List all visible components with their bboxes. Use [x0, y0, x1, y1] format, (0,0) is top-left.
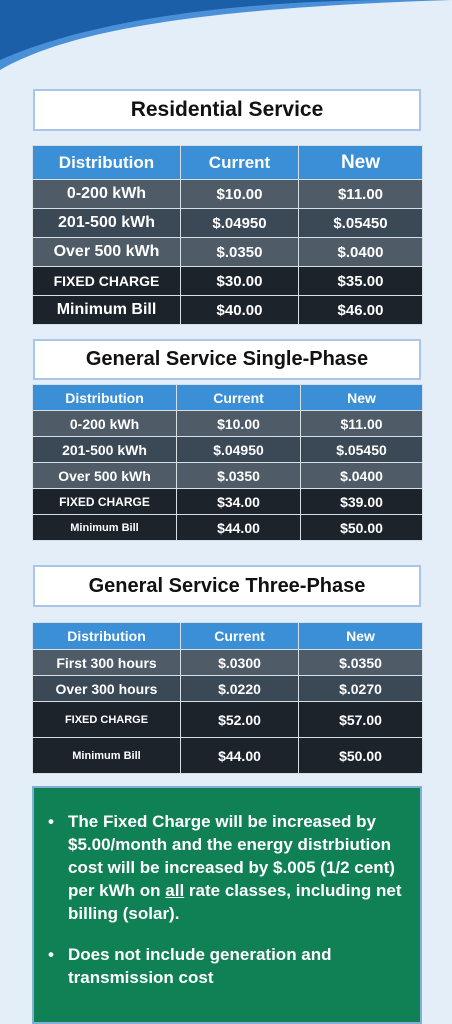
single-phase-rates-table	[32, 384, 423, 541]
current-value: $.04950	[177, 437, 301, 463]
current-value: $.04950	[181, 209, 299, 238]
current-value: $30.00	[181, 267, 299, 296]
table-row	[33, 515, 423, 541]
table-row	[33, 267, 423, 296]
note-emphasis: all	[165, 881, 185, 900]
banner-wave-dark	[0, 0, 380, 60]
new-value: $50.00	[301, 515, 423, 541]
column-header-current: Current	[181, 146, 299, 180]
table-header-row	[33, 146, 423, 180]
note-item	[48, 810, 402, 925]
note-text: Does not include generation and transmission cost	[68, 945, 332, 987]
new-value: $11.00	[301, 411, 423, 437]
current-value: $.0350	[181, 238, 299, 267]
single-phase-title-box	[33, 339, 421, 380]
current-value: $52.00	[181, 702, 299, 738]
column-header-current: Current	[181, 623, 299, 650]
table-row	[33, 489, 423, 515]
column-header-new: New	[299, 146, 423, 180]
notes-list	[48, 810, 402, 989]
column-header-distribution: Distribution	[33, 385, 177, 411]
three-phase-rates-table	[32, 622, 423, 774]
current-value: $34.00	[177, 489, 301, 515]
new-value: $11.00	[299, 180, 423, 209]
new-value: $39.00	[301, 489, 423, 515]
column-header-new: New	[301, 385, 423, 411]
row-label: Minimum Bill	[33, 738, 181, 774]
column-header-distribution: Distribution	[33, 623, 181, 650]
table-row	[33, 738, 423, 774]
bullet-icon: •	[48, 812, 54, 831]
new-value: $.0270	[299, 676, 423, 702]
table-row	[33, 463, 423, 489]
current-value: $40.00	[181, 296, 299, 325]
table-row	[33, 209, 423, 238]
row-label: Minimum Bill	[33, 296, 181, 325]
three-phase-title: General Service Three-Phase	[88, 574, 366, 597]
table-header-row	[33, 385, 423, 411]
residential-title: Residential Service	[130, 98, 324, 121]
new-value: $57.00	[299, 702, 423, 738]
row-label: 0-200 kWh	[33, 180, 181, 209]
single-phase-title: General Service Single-Phase	[85, 348, 369, 370]
row-label: Over 500 kWh	[33, 463, 177, 489]
row-label: FIXED CHARGE	[33, 702, 181, 738]
current-value: $10.00	[181, 180, 299, 209]
note-text: rate classes, including net billing (solar).	[68, 881, 402, 923]
new-value: $46.00	[299, 296, 423, 325]
column-header-new: New	[299, 623, 423, 650]
current-value: $44.00	[181, 738, 299, 774]
header-banner	[0, 0, 452, 80]
table-row	[33, 296, 423, 325]
current-value: $.0220	[181, 676, 299, 702]
new-value: $35.00	[299, 267, 423, 296]
note-text: The Fixed Charge will be increased by $5.00/month and the energy distrbiution cost will be increased by $.005 (1/2 cent) per kWh on	[68, 812, 395, 900]
table-header-row	[33, 623, 423, 650]
table-row	[33, 702, 423, 738]
note-item	[48, 943, 402, 989]
new-value: $.05450	[299, 209, 423, 238]
current-value: $.0350	[177, 463, 301, 489]
current-value: $44.00	[177, 515, 301, 541]
residential-title-box	[33, 89, 421, 131]
row-label: Minimum Bill	[33, 515, 177, 541]
table-row	[33, 238, 423, 267]
notes-box	[32, 786, 422, 1024]
table-row	[33, 650, 423, 676]
row-label: 0-200 kWh	[33, 411, 177, 437]
row-label: Over 300 hours	[33, 676, 181, 702]
new-value: $.0400	[301, 463, 423, 489]
table-row	[33, 437, 423, 463]
column-header-distribution: Distribution	[33, 146, 181, 180]
current-value: $.0300	[181, 650, 299, 676]
new-value: $.05450	[301, 437, 423, 463]
bullet-icon: •	[48, 945, 54, 964]
table-row	[33, 676, 423, 702]
current-value: $10.00	[177, 411, 301, 437]
row-label: FIXED CHARGE	[33, 267, 181, 296]
new-value: $50.00	[299, 738, 423, 774]
row-label: 201-500 kWh	[33, 209, 181, 238]
row-label: 201-500 kWh	[33, 437, 177, 463]
residential-rates-table	[32, 145, 423, 325]
row-label: FIXED CHARGE	[33, 489, 177, 515]
row-label: First 300 hours	[33, 650, 181, 676]
table-row	[33, 411, 423, 437]
three-phase-title-box	[33, 565, 421, 607]
table-row	[33, 180, 423, 209]
new-value: $.0350	[299, 650, 423, 676]
row-label: Over 500 kWh	[33, 238, 181, 267]
new-value: $.0400	[299, 238, 423, 267]
column-header-current: Current	[177, 385, 301, 411]
